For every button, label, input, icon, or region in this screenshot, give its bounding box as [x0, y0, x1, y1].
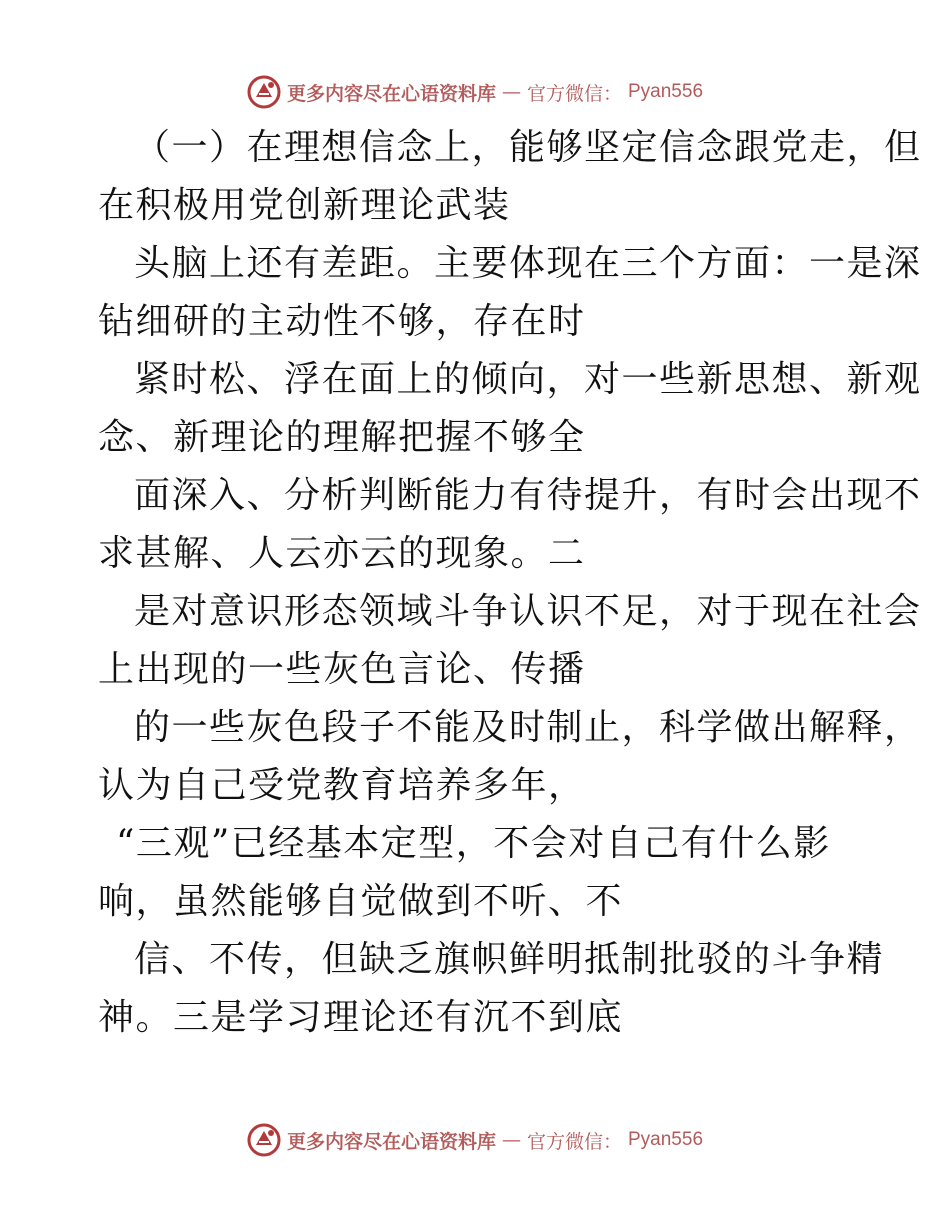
watermark-wechat-label: 官方微信： [526, 82, 622, 105]
body-line: （一）在理想信念上，能够坚定信念跟党走，但 [134, 127, 922, 168]
watermark-wechat-id: Pyan556 [628, 1129, 704, 1150]
body-line: 求甚解、人云亦云的现象。二 [98, 533, 586, 574]
body-line: 头脑上还有差距。主要体现在三个方面：一是深 [134, 243, 922, 284]
footer-watermark [0, 1120, 950, 1160]
watermark-main-text: 更多内容尽在心语资料库 [286, 1130, 496, 1153]
body-line: 是对意识形态领域斗争认识不足，对于现在社会 [134, 591, 922, 632]
body-line: 认为自己受党教育培养多年， [98, 765, 586, 806]
body-line: 在积极用党创新理论武装 [98, 185, 511, 226]
watermark-dash: — [501, 1129, 521, 1151]
body-line: 面深入、分析判断能力有待提升，有时会出现不 [134, 475, 922, 516]
body-line: 的一些灰色段子不能及时制止，科学做出解释， [134, 707, 922, 748]
watermark-main-text: 更多内容尽在心语资料库 [286, 82, 496, 105]
body-line: 响，虽然能够自觉做到不听、不 [98, 881, 624, 922]
body-line: 紧时松、浮在面上的倾向，对一些新思想、新观 [134, 359, 922, 400]
red-seal-logo-icon [247, 75, 281, 109]
body-line: 神。三是学习理论还有沉不到底 [98, 997, 624, 1038]
body-line: 信、不传，但缺乏旗帜鲜明抵制批驳的斗争精 [134, 939, 885, 980]
red-seal-logo-icon [247, 1123, 281, 1157]
body-line: 念、新理论的理解把握不够全 [98, 417, 586, 458]
watermark-wechat-id: Pyan556 [628, 81, 704, 102]
header-watermark [0, 72, 950, 112]
body-line: 上出现的一些灰色言论、传播 [98, 649, 586, 690]
watermark-dash: — [501, 81, 521, 103]
body-line: 钻细研的主动性不够，存在时 [98, 301, 586, 342]
body-line: “三观”已经基本定型，不会对自己有什么影 [116, 823, 831, 864]
watermark-wechat-label: 官方微信： [526, 1130, 622, 1153]
